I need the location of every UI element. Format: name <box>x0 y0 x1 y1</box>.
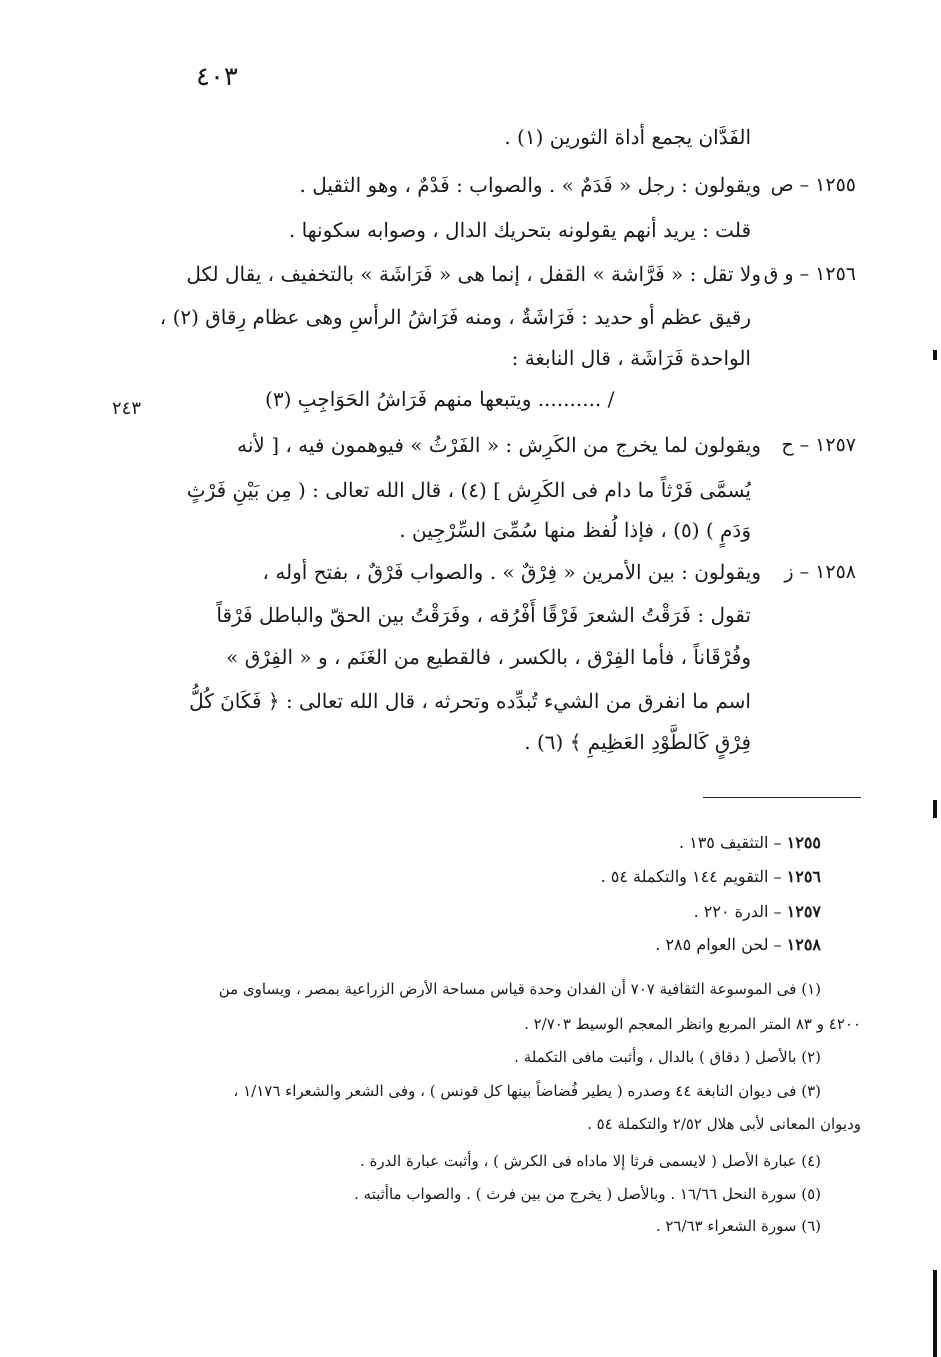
page-number: ٤٠٣ <box>196 62 238 92</box>
reference-1255 <box>679 828 821 858</box>
footnote-2: (٢) بالأصل ( دقاق ) بالدال ، وأثبت مافى التكملة . <box>514 1048 821 1066</box>
reference-number: ١٢٥٨ <box>786 935 821 954</box>
reference-1256 <box>601 862 821 892</box>
entry-1258-line-2: تقول : فَرَقْتُ الشعرَ فَرْقًا أَفْرُقه ، وفَرَقْتُ بين الحقّ والباطل فَرْقاً <box>216 603 751 627</box>
margin-page-reference: ٢٤٣ <box>112 398 142 419</box>
entry-1257-line-1: ويقولون لما يخرج من الكَرِش : « الفَرْثُ » فيوهمون فيه ، [ لأنه <box>237 433 761 457</box>
reference-text: – لحن العوام ٢٨٥ . <box>655 935 782 954</box>
entry-1256-line-3: الواحدة فَرَاشَة ، قال النابغة : <box>511 346 751 370</box>
footnote-5: (٥) سورة النحل ١٦/٦٦ . وبالأصل ( يخرج من بين فرث ) . والصواب ماأثبته . <box>354 1185 821 1203</box>
reference-number: ١٢٥٧ <box>786 902 821 921</box>
entry-1258-line-5: فِرْقٍ كَالطَّوْدِ العَظِيمِ ﴾ (٦) . <box>524 730 751 754</box>
footnote-3-line-2: وديوان المعانى لأبى هلال ٢/٥٢ والتكملة ٥٤ . <box>587 1115 861 1133</box>
scan-edge-mark <box>933 1270 937 1357</box>
entry-1257-line-2: يُسمَّى فَرْثاً ما دام فى الكَرِش ] (٤) ، قال الله تعالى : ( مِن بَيْنِ فَرْثٍ <box>186 478 751 502</box>
entry-number-1257: ١٢٥٧ – ح <box>781 434 856 456</box>
entry-1257-line-3: وَدَمٍ ) (٥) ، فإذا لُفظ منها سُمِّىَ السِّرْجِين . <box>399 518 751 542</box>
entry-number-1256: ١٢٥٦ – و ق <box>763 263 856 285</box>
footnote-separator <box>703 797 861 798</box>
scan-edge-mark <box>933 350 937 360</box>
intro-line: الفَدَّان يجمع أداة الثورين (١) . <box>504 125 751 149</box>
entry-number-1258: ١٢٥٨ – ز <box>784 561 856 583</box>
entry-1255-line-1: ويقولون : رجل « فَدَمٌ » . والصواب : فَدْمٌ ، وهو الثقيل . <box>299 173 761 197</box>
entry-1258-line-1: ويقولون : بين الأمرين « فِرْقٌ » . والصواب فَرْقٌ ، بفتح أوله ، <box>262 560 761 584</box>
footnote-1-line-1: (١) فى الموسوعة الثقافية ٧٠٧ أن الفدان وحدة قياس مساحة الأرض الزراعية بمصر ، ويساوى من <box>218 980 821 998</box>
reference-1257 <box>694 897 821 927</box>
footnote-3-line-1: (٣) فى ديوان النابغة ٤٤ وصدره ( يطير فُضاضاً بينها كل قونس ) ، وفى الشعر والشعراء ١/١٧٦ ، <box>233 1082 821 1100</box>
reference-1258 <box>655 930 821 960</box>
entry-1256-line-1: ولا تقل : « فَرَّاشة » القفل ، إنما هى « فَرَاشَة » بالتخفيف ، يقال لكل <box>186 262 761 286</box>
entry-number-1255: ١٢٥٥ – ص <box>770 174 856 196</box>
entry-1258-line-3: وفُرْقَاناً ، فأما الفِرْق ، بالكسر ، فالقطيع من الغَنَم ، و « الفِرْق » <box>226 645 751 669</box>
entry-1256-line-2: رقيق عظم أو حديد : فَرَاشَةٌ ، ومنه فَرَاشُ الرأسِ وهى عظام رِقاق (٢) ، <box>159 305 751 329</box>
footnote-6: (٦) سورة الشعراء ٢٦/٦٣ . <box>655 1217 821 1235</box>
footnote-4: (٤) عبارة الأصل ( لايسمى فرثا إلا ماداه فى الكرش ) ، وأثبت عبارة الدرة . <box>359 1152 821 1170</box>
reference-text: – الدرة ٢٢٠ . <box>693 902 782 921</box>
reference-number: ١٢٥٥ <box>786 833 821 852</box>
scan-edge-mark <box>933 800 937 818</box>
footnote-1-line-2: ٤٢٠٠ و ٨٣ المتر المربع وانظر المعجم الوسيط ٢/٧٠٣ . <box>524 1015 861 1033</box>
reference-text: – التقويم ١٤٤ والتكملة ٥٤ . <box>600 867 782 886</box>
entry-1255-line-2: قلت : يريد أنهم يقولونه بتحريك الدال ، وصوابه سكونها . <box>288 218 751 242</box>
poetry-verse: / .......... ويتبعها منهم فَرَاشُ الحَوَاجِبِ (٣) <box>265 387 615 411</box>
reference-text: – التثقيف ١٣٥ . <box>678 833 782 852</box>
reference-number: ١٢٥٦ <box>786 867 821 886</box>
entry-1258-line-4: اسم ما انفرق من الشيء تُبدِّده وتحرثه ، قال الله تعالى : ﴿ فَكَانَ كُلُّ <box>189 689 751 713</box>
